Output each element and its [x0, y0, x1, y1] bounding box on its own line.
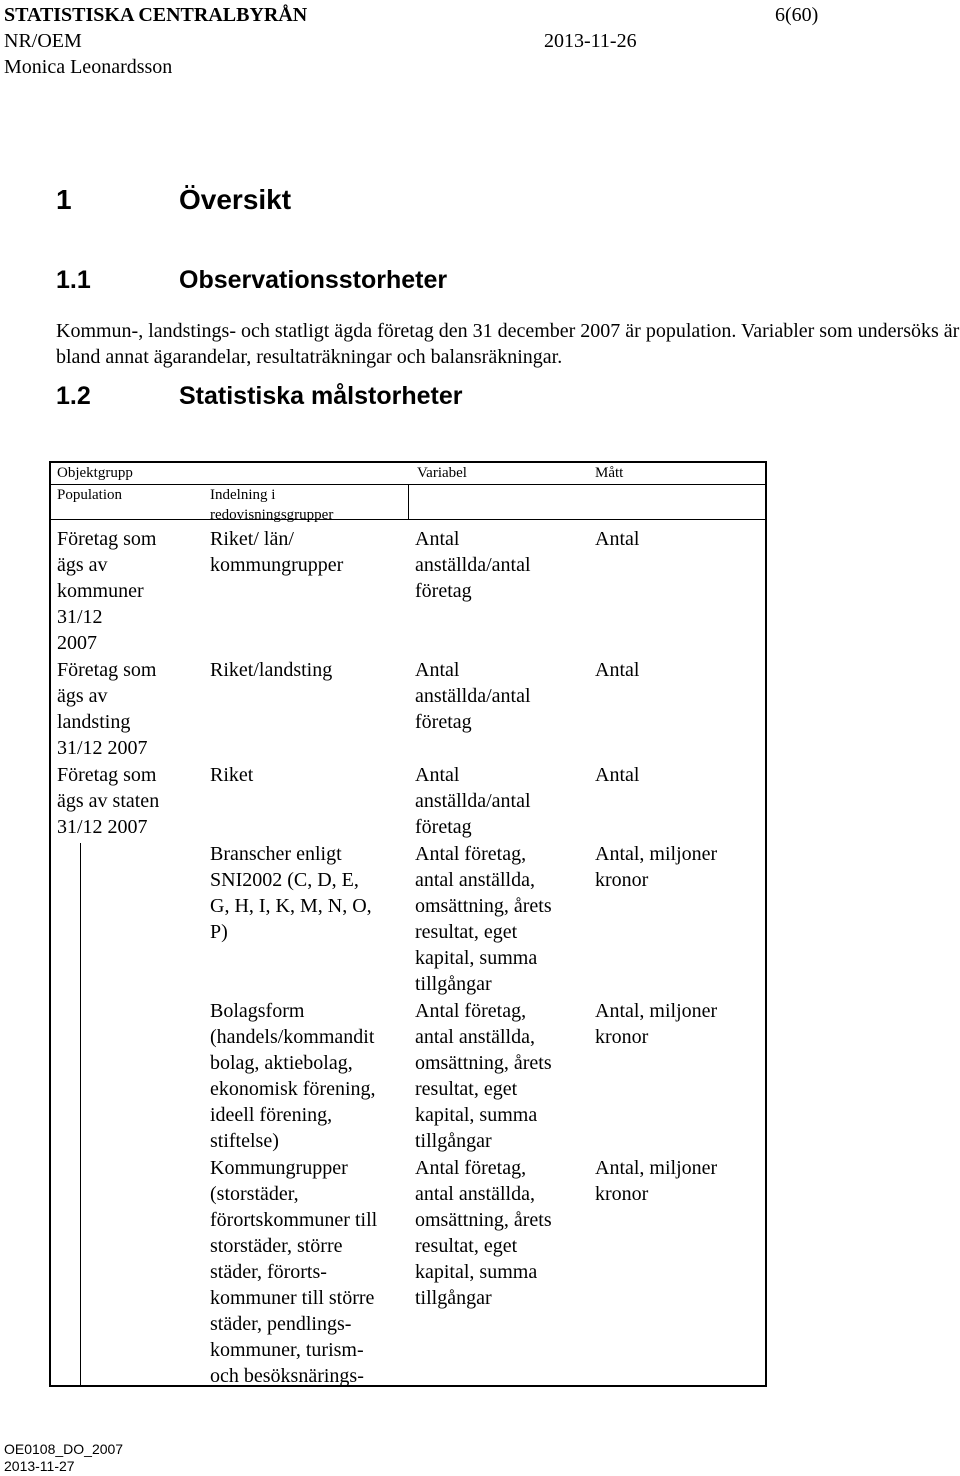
- author-name: Monica Leonardsson: [4, 56, 173, 78]
- section-1-heading: [56, 184, 656, 218]
- row-riket-lan-variabel: Antal anställda/antal företag: [415, 528, 531, 602]
- population-staten: Företag som ägs av staten 31/12 2007: [57, 764, 160, 838]
- header-date: 2013-11-26: [544, 30, 637, 52]
- population-landsting: Företag som ägs av landsting 31/12 2007: [57, 659, 157, 759]
- row-bolagsform-indelning: Bolagsform (handels/kommandit bolag, aktiebolag, ekonomisk förening, ideell förening, stiftelse): [210, 1000, 376, 1152]
- row-bolagsform-variabel: Antal företag, antal anställda, omsättning, årets resultat, eget kapital, summa tillgångar: [415, 1000, 552, 1152]
- table-subheader-divider: [51, 519, 765, 520]
- row-kommungrupper-matt: Antal, miljoner kronor: [595, 1157, 718, 1205]
- malstorheter-table: [49, 461, 767, 1387]
- row-riket-landsting-matt: Antal: [595, 659, 640, 681]
- row-riket-lan-matt: Antal: [595, 528, 640, 550]
- section-1-2-heading: [56, 382, 656, 412]
- row-riket-lan-indelning: Riket/ län/ kommungrupper: [210, 528, 344, 576]
- row-riket-landsting-variabel: Antal anställda/antal företag: [415, 659, 531, 733]
- table-variabel-divider: [408, 484, 409, 519]
- organization-name: STATISTISKA CENTRALBYRÅN: [4, 4, 308, 26]
- row-riket-landsting-indelning: Riket/landsting: [210, 659, 333, 681]
- footer-doc-id: OE0108_DO_2007: [4, 1441, 124, 1457]
- header-indelning: Indelning i redovisningsgrupper: [210, 487, 334, 523]
- row-branscher-indelning: Branscher enligt SNI2002 (C, D, E, G, H, I, K, M, N, O, P): [210, 843, 372, 943]
- row-branscher-variabel: Antal företag, antal anställda, omsättning, årets resultat, eget kapital, summa tillgångar: [415, 843, 552, 995]
- population-kommuner: Företag som ägs av kommuner 31/12 2007: [57, 528, 157, 654]
- section-1-1-title: Observationsstorheter: [179, 266, 448, 294]
- header-variabel: Variabel: [417, 465, 467, 481]
- footer-date: 2013-11-27: [4, 1458, 75, 1474]
- row-riket-variabel: Antal anställda/antal företag: [415, 764, 531, 838]
- section-1-1-heading: [56, 266, 656, 296]
- section-1-title: Översikt: [179, 184, 292, 215]
- table-empty-population-divider: [80, 843, 81, 1387]
- header-matt: Mått: [595, 465, 624, 481]
- section-1-number: 1: [56, 184, 72, 215]
- page-number: 6(60): [775, 4, 819, 26]
- department-code: NR/OEM: [4, 30, 82, 52]
- section-1-2-number: 1.2: [56, 382, 91, 410]
- row-kommungrupper-variabel: Antal företag, antal anställda, omsättning, årets resultat, eget kapital, summa tillgångar: [415, 1157, 552, 1309]
- section-1-2-title: Statistiska målstorheter: [179, 382, 463, 410]
- row-riket-matt: Antal: [595, 764, 640, 786]
- section-1-1-paragraph: Kommun-, landstings- och statligt ägda företag den 31 december 2007 är population. Variabler som undersöks är bland annat ägarandelar, resultaträkningar och balansräkningar.: [56, 320, 960, 368]
- header-population: Population: [57, 487, 123, 503]
- row-riket-indelning: Riket: [210, 764, 254, 786]
- section-1-1-number: 1.1: [56, 266, 91, 294]
- row-kommungrupper-indelning: Kommungrupper (storstäder, förortskommuner till storstäder, större städer, förorts- kommuner till större städer, pendlings- kommuner, turism- och besöksnärings-: [210, 1157, 378, 1387]
- header-objektgrupp: Objektgrupp: [57, 465, 133, 481]
- row-branscher-matt: Antal, miljoner kronor: [595, 843, 718, 891]
- row-bolagsform-matt: Antal, miljoner kronor: [595, 1000, 718, 1048]
